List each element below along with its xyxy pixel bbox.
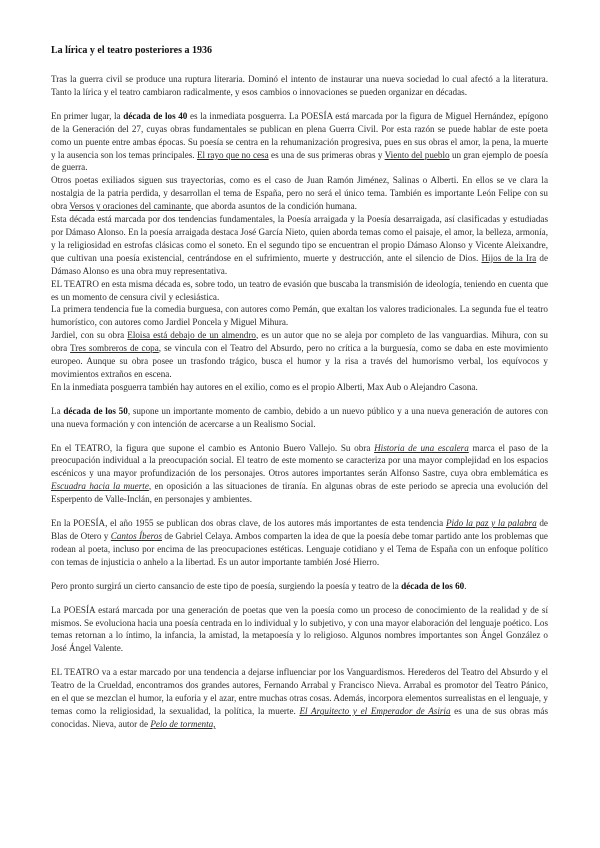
underlined-title: Versos y oraciones del caminante — [69, 201, 191, 212]
bold-text: década de los 50 — [63, 405, 128, 416]
underlined-title: El rayo que no cesa — [196, 149, 269, 160]
paragraph-teatro-60s — [51, 666, 548, 731]
text: de Dámaso Alonso es una obra muy representativa. — [51, 252, 549, 276]
text: Jardiel, con su obra — [51, 330, 128, 341]
text: En la inmediata posguerra también hay autores en el exilio, como es el propio Alberti, Max Aub o Alejandro Casona. — [51, 381, 478, 392]
text: EL TEATRO va a estar marcado por una tendencia a dejarse influenciar por los Vanguardismos. Herederos del Teatro del Absurdo y el Teatro de la Crueldad, encontramos dos grandes autores, Fernando Arrabal y Francisco Nieva. Arrabal es promotor del Teatro Pánico, en el que se mezclan el humor, la euforia y el azar, entre muchas otras cosas. Además, incorpora elementos surrealistas en el lenguaje, y temas como la religiosidad, la sexualidad, la política, la muerte. — [51, 667, 548, 716]
text: En primer lugar, la — [51, 110, 124, 121]
text: un gran ejemplo de poesía de guerra. — [51, 149, 549, 173]
bold-text: década de los 40 — [123, 110, 188, 121]
document-title: La lírica y el teatro posteriores a 1936 — [51, 45, 212, 56]
paragraph-exiled-poets — [51, 174, 548, 213]
text: En el TEATRO, la figura que supone el cambio es Antonio Buero Vallejo. Su obra — [51, 442, 375, 453]
text: , supone un importante momento de cambio, debido a un nuevo público y a una nueva generación de autores con una nueva formación y con intención de acercarse a un Realismo Social. — [51, 405, 548, 429]
underlined-title: Pelo de tormenta, — [150, 718, 216, 729]
underlined-title: Tres sombreros de copa — [70, 343, 159, 354]
text: es una de sus obras más conocidas. Nieva, autor de — [51, 705, 549, 729]
underlined-title: Eloisa está debajo de un almendro — [127, 330, 256, 341]
underlined-title: Historia de una escalera — [374, 442, 469, 453]
text: , se vincula con el Teatro del Absurdo, pero no crítica a la burguesía, como se daba en este movimiento europeo. Aunque su obra posee un trasfondo trágico, busca el humor y la risa a través del humorismo verbal, los equívocos y movimientos extraños en escena. — [51, 343, 548, 379]
text: En la POESÍA, el año 1955 se publican dos obras clave, de los autores más importantes de esta tendencia — [51, 518, 446, 529]
text: de Blas de Otero y — [51, 518, 548, 541]
text: , que aborda asuntos de la condición humana. — [190, 201, 357, 212]
text: Pero pronto surgirá un cierto cansancio de este tipo de poesía, surgiendo la poesía y teatro de la — [51, 580, 402, 591]
paragraph-poesia-60s — [51, 604, 548, 656]
text: Esta década está marcada por dos tendencias fundamentales, la Poesía arraigada y la Poesía desarraigada, así clasificadas y estudiadas por Dámaso Alonso. En la poesía arraigada destaca José García Nieto, quien aborda temas como el paisaje, el amor, la belleza, armonía, y la religiosidad en estrofas clásicas como el soneto. En el segundo tipo se encuentran el propio Dámaso Alonso y Vicente Aleixandre, que cultivan una poesía existencial, centrándose en el sufrimiento, muerte y destrucción, ante el silencio de Dios. — [51, 214, 548, 263]
paragraph-jardiel-mihura — [51, 329, 548, 381]
underlined-title: Pido la paz y la palabra — [445, 518, 537, 529]
paragraph-40s-poesia — [51, 110, 548, 175]
text: . — [464, 580, 467, 591]
text: es una de sus primeras obras y — [268, 149, 385, 160]
text: La — [51, 405, 64, 416]
bold-text: década de los 60 — [401, 580, 465, 591]
underlined-title: Hijos de la Ira — [481, 252, 537, 263]
intro-paragraph — [51, 73, 548, 99]
paragraph-teatro-50s — [51, 442, 548, 507]
paragraph-comedia — [51, 303, 548, 329]
underlined-title: Escuadra hacia la muerte — [51, 481, 149, 492]
text: de Gabriel Celaya. Ambos comparten la idea de que la poesía debe tomar partido ante los problemas que rodean al poeta, incluso por encima de las preocupaciones estéticas. Lenguaje cotidiano y el Tema de España con un enfoque político con temas de injusticia o anhelo a la libertad. Es un autor importante también José Hierro. — [51, 531, 548, 567]
underlined-title: Viento del pueblo — [384, 149, 450, 160]
text: marca el paso de la preocupación individual a la preocupación social. El teatro de este momento se caracteriza por una mayor complejidad en los espacios escénicos y una mayor profundización de los personajes. Otros autores importantes serán Alfonso Sastre, cuya obra emblemática es — [51, 442, 549, 479]
text: Tras la guerra civil se produce una ruptura literaria. Dominó el intento de instaurar una nueva sociedad lo cual afectó a la literatura. Tanto la lírica y el teatro cambiaron radicalmente, y esos cambios o innovaciones se pueden organizar en décadas. — [51, 74, 548, 97]
text: La POESÍA estará marcada por una generación de poetas que ven la poesía como un proceso de conocimiento de la realidad y de sí mismos. Se evoluciona hacia una poesía centrada en lo individual y lo subjetivo, y con una mayor elaboración del lenguaje poético. Los temas retornan a lo íntimo, la infancia, la amistad, la metapoesía y lo religioso. Algunos nombres importantes son Ángel González o José Ángel Valente. — [51, 604, 548, 654]
paragraph-60s-intro — [51, 580, 548, 593]
paragraph-exilio — [51, 381, 548, 394]
text: Otros poetas exiliados siguen sus trayectorias, como es el caso de Juan Ramón Jiménez, Salinas o Alberti. En ellos se ve clara la nostalgia de la patria perdida, y desarrollan el tema de España, pero no será el único tema. También es importante León Felipe con su obra — [51, 175, 548, 212]
paragraph-poesia-50s — [51, 517, 548, 569]
text: La primera tendencia fue la comedia burguesa, con autores como Pemán, que exaltan los valores tradicionales. La segunda fue el teatro humorístico, con autores como Jardiel Poncela y Miguel Mihura. — [51, 304, 548, 328]
text: , en oposición a las situaciones de tiranía. En algunas obras de este periodo se aprecia una evolución del Esperpento de Valle-Inclán, en personajes y ambientes. — [51, 481, 548, 505]
paragraph-teatro-40s — [51, 278, 548, 304]
text: EL TEATRO en esta misma década es, sobre todo, un teatro de evasión que buscaba la transmisión de ideología, teniendo en cuenta que es un momento de censura civil y eclesiástica. — [51, 278, 548, 302]
underlined-title: Cantos Íberos — [110, 531, 162, 541]
paragraph-tendencies — [51, 213, 548, 278]
paragraph-50s — [51, 405, 548, 431]
underlined-title: El Arquitecto y el Emperador de Asiria — [299, 705, 451, 716]
text: , es un autor que no se aleja por completo de las vanguardias. Mihura, con su obra — [51, 330, 548, 354]
text: es la inmediata posguerra. La POESÍA está marcada por la figura de Miguel Hernández, epígono de la Generación del 27, cuyas obras fundamentales se publican en plena Guerra Civil. Por esta razón se puede hablar de este poeta como un puente entre ambas épocas. Su poesía se centra en la rehumanización progresiva, pues en sus obras el amor, la pena, la muerte y la ausencia son los temas principales. — [51, 110, 549, 160]
